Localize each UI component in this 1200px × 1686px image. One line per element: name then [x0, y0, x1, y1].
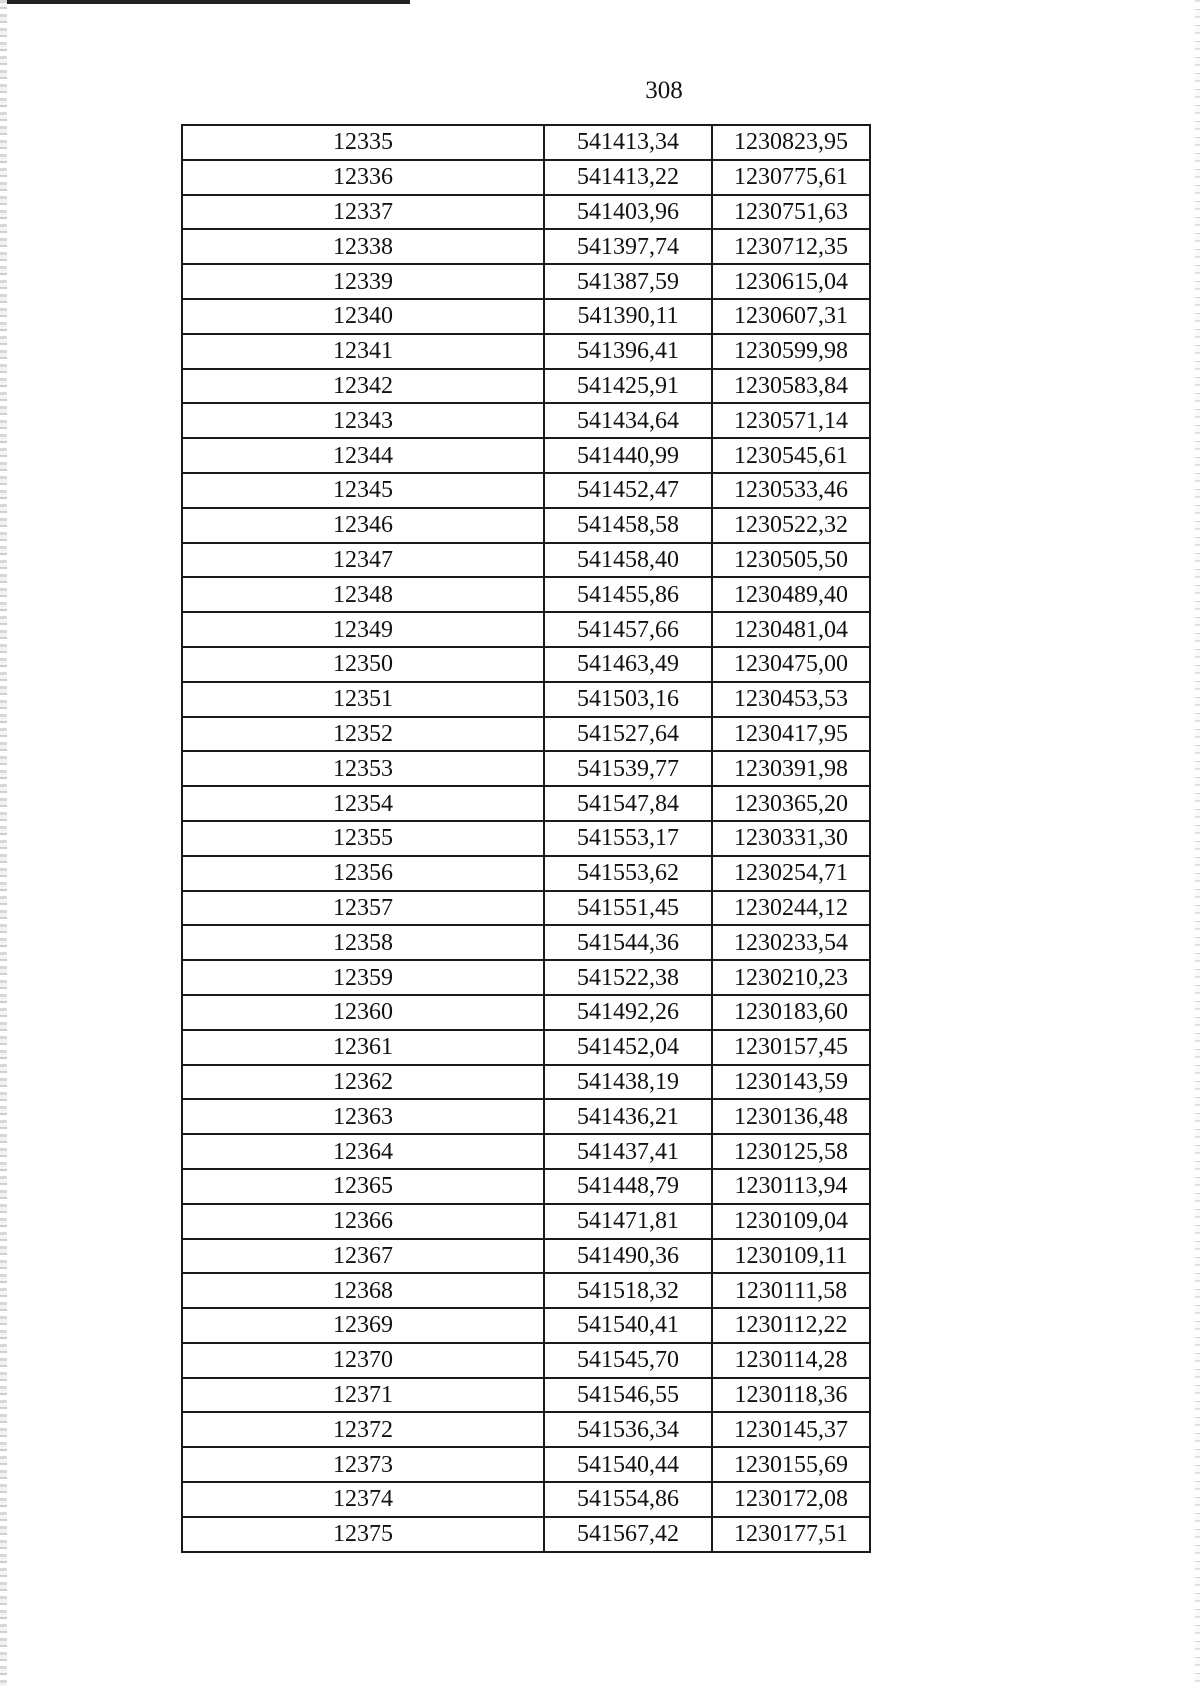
- x-coordinate-cell: 541492,26: [544, 995, 712, 1030]
- x-coordinate-cell: 541457,66: [544, 612, 712, 647]
- table-row: [182, 682, 870, 717]
- x-coordinate-cell: 541471,81: [544, 1204, 712, 1239]
- y-coordinate-cell: 1230391,98: [712, 751, 870, 786]
- table-row: [182, 577, 870, 612]
- point-number-cell: 12367: [182, 1239, 544, 1274]
- x-coordinate-cell: 541540,44: [544, 1447, 712, 1482]
- y-coordinate-cell: 1230712,35: [712, 229, 870, 264]
- y-coordinate-cell: 1230522,32: [712, 508, 870, 543]
- x-coordinate-cell: 541425,91: [544, 369, 712, 404]
- point-number-cell: 12363: [182, 1099, 544, 1134]
- y-coordinate-cell: 1230113,94: [712, 1169, 870, 1204]
- x-coordinate-cell: 541463,49: [544, 647, 712, 682]
- table-row: [182, 1169, 870, 1204]
- x-coordinate-cell: 541455,86: [544, 577, 712, 612]
- table-row: [182, 1065, 870, 1100]
- point-number-cell: 12346: [182, 508, 544, 543]
- x-coordinate-cell: 541458,40: [544, 543, 712, 578]
- x-coordinate-cell: 541553,17: [544, 821, 712, 856]
- x-coordinate-cell: 541387,59: [544, 264, 712, 299]
- x-coordinate-cell: 541440,99: [544, 438, 712, 473]
- table-row: [182, 1030, 870, 1065]
- point-number-cell: 12360: [182, 995, 544, 1030]
- y-coordinate-cell: 1230157,45: [712, 1030, 870, 1065]
- table-row: [182, 264, 870, 299]
- point-number-cell: 12339: [182, 264, 544, 299]
- x-coordinate-cell: 541522,38: [544, 960, 712, 995]
- y-coordinate-cell: 1230475,00: [712, 647, 870, 682]
- y-coordinate-cell: 1230571,14: [712, 403, 870, 438]
- table-row: [182, 1482, 870, 1517]
- y-coordinate-cell: 1230210,23: [712, 960, 870, 995]
- point-number-cell: 12335: [182, 125, 544, 160]
- y-coordinate-cell: 1230155,69: [712, 1447, 870, 1482]
- y-coordinate-cell: 1230125,58: [712, 1134, 870, 1169]
- x-coordinate-cell: 541545,70: [544, 1343, 712, 1378]
- x-coordinate-cell: 541448,79: [544, 1169, 712, 1204]
- point-number-cell: 12369: [182, 1308, 544, 1343]
- point-number-cell: 12370: [182, 1343, 544, 1378]
- y-coordinate-cell: 1230183,60: [712, 995, 870, 1030]
- y-coordinate-cell: 1230109,11: [712, 1239, 870, 1274]
- table-row: [182, 647, 870, 682]
- x-coordinate-cell: 541553,62: [544, 856, 712, 891]
- x-coordinate-cell: 541554,86: [544, 1482, 712, 1517]
- point-number-cell: 12362: [182, 1065, 544, 1100]
- table-row: [182, 1343, 870, 1378]
- x-coordinate-cell: 541452,04: [544, 1030, 712, 1065]
- y-coordinate-cell: 1230244,12: [712, 891, 870, 926]
- x-coordinate-cell: 541396,41: [544, 334, 712, 369]
- table-row: [182, 195, 870, 230]
- y-coordinate-cell: 1230365,20: [712, 786, 870, 821]
- point-number-cell: 12373: [182, 1447, 544, 1482]
- point-number-cell: 12358: [182, 925, 544, 960]
- y-coordinate-cell: 1230489,40: [712, 577, 870, 612]
- point-number-cell: 12345: [182, 473, 544, 508]
- point-number-cell: 12357: [182, 891, 544, 926]
- point-number-cell: 12340: [182, 299, 544, 334]
- y-coordinate-cell: 1230143,59: [712, 1065, 870, 1100]
- x-coordinate-cell: 541458,58: [544, 508, 712, 543]
- y-coordinate-cell: 1230607,31: [712, 299, 870, 334]
- table-row: [182, 299, 870, 334]
- y-coordinate-cell: 1230453,53: [712, 682, 870, 717]
- x-coordinate-cell: 541518,32: [544, 1273, 712, 1308]
- x-coordinate-cell: 541413,22: [544, 160, 712, 195]
- table-row: [182, 1273, 870, 1308]
- table-row: [182, 1378, 870, 1413]
- table-row: [182, 1099, 870, 1134]
- x-coordinate-cell: 541567,42: [544, 1517, 712, 1552]
- y-coordinate-cell: 1230118,36: [712, 1378, 870, 1413]
- point-number-cell: 12351: [182, 682, 544, 717]
- y-coordinate-cell: 1230112,22: [712, 1308, 870, 1343]
- table-row: [182, 925, 870, 960]
- table-row: [182, 821, 870, 856]
- table-row: [182, 612, 870, 647]
- table-row: [182, 891, 870, 926]
- coordinates-table: [181, 124, 871, 1553]
- table-row: [182, 1308, 870, 1343]
- table-row: [182, 960, 870, 995]
- scan-edge-right: [1195, 0, 1200, 1686]
- point-number-cell: 12350: [182, 647, 544, 682]
- point-number-cell: 12347: [182, 543, 544, 578]
- point-number-cell: 12342: [182, 369, 544, 404]
- table-row: [182, 786, 870, 821]
- y-coordinate-cell: 1230505,50: [712, 543, 870, 578]
- point-number-cell: 12352: [182, 717, 544, 752]
- table-row: [182, 160, 870, 195]
- point-number-cell: 12374: [182, 1482, 544, 1517]
- page-number: 308: [645, 77, 683, 104]
- table-row: [182, 229, 870, 264]
- point-number-cell: 12354: [182, 786, 544, 821]
- x-coordinate-cell: 541437,41: [544, 1134, 712, 1169]
- table-row: [182, 438, 870, 473]
- y-coordinate-cell: 1230145,37: [712, 1412, 870, 1447]
- y-coordinate-cell: 1230823,95: [712, 125, 870, 160]
- point-number-cell: 12343: [182, 403, 544, 438]
- point-number-cell: 12368: [182, 1273, 544, 1308]
- y-coordinate-cell: 1230481,04: [712, 612, 870, 647]
- y-coordinate-cell: 1230111,58: [712, 1273, 870, 1308]
- y-coordinate-cell: 1230599,98: [712, 334, 870, 369]
- point-number-cell: 12341: [182, 334, 544, 369]
- table-body: [182, 125, 870, 1552]
- point-number-cell: 12371: [182, 1378, 544, 1413]
- point-number-cell: 12353: [182, 751, 544, 786]
- table-row: [182, 334, 870, 369]
- point-number-cell: 12336: [182, 160, 544, 195]
- x-coordinate-cell: 541436,21: [544, 1099, 712, 1134]
- table-row: [182, 1517, 870, 1552]
- x-coordinate-cell: 541544,36: [544, 925, 712, 960]
- y-coordinate-cell: 1230583,84: [712, 369, 870, 404]
- point-number-cell: 12361: [182, 1030, 544, 1065]
- x-coordinate-cell: 541452,47: [544, 473, 712, 508]
- table-row: [182, 125, 870, 160]
- x-coordinate-cell: 541539,77: [544, 751, 712, 786]
- x-coordinate-cell: 541438,19: [544, 1065, 712, 1100]
- y-coordinate-cell: 1230533,46: [712, 473, 870, 508]
- x-coordinate-cell: 541551,45: [544, 891, 712, 926]
- x-coordinate-cell: 541434,64: [544, 403, 712, 438]
- point-number-cell: 12356: [182, 856, 544, 891]
- x-coordinate-cell: 541540,41: [544, 1308, 712, 1343]
- y-coordinate-cell: 1230417,95: [712, 717, 870, 752]
- x-coordinate-cell: 541527,64: [544, 717, 712, 752]
- y-coordinate-cell: 1230331,30: [712, 821, 870, 856]
- point-number-cell: 12366: [182, 1204, 544, 1239]
- table-row: [182, 1447, 870, 1482]
- point-number-cell: 12372: [182, 1412, 544, 1447]
- table-row: [182, 1134, 870, 1169]
- y-coordinate-cell: 1230109,04: [712, 1204, 870, 1239]
- table-row: [182, 1204, 870, 1239]
- table-row: [182, 995, 870, 1030]
- x-coordinate-cell: 541547,84: [544, 786, 712, 821]
- table-row: [182, 751, 870, 786]
- point-number-cell: 12338: [182, 229, 544, 264]
- x-coordinate-cell: 541490,36: [544, 1239, 712, 1274]
- y-coordinate-cell: 1230172,08: [712, 1482, 870, 1517]
- point-number-cell: 12348: [182, 577, 544, 612]
- x-coordinate-cell: 541536,34: [544, 1412, 712, 1447]
- y-coordinate-cell: 1230775,61: [712, 160, 870, 195]
- table-row: [182, 543, 870, 578]
- point-number-cell: 12355: [182, 821, 544, 856]
- y-coordinate-cell: 1230177,51: [712, 1517, 870, 1552]
- table-row: [182, 1412, 870, 1447]
- table-row: [182, 856, 870, 891]
- point-number-cell: 12364: [182, 1134, 544, 1169]
- table-row: [182, 1239, 870, 1274]
- y-coordinate-cell: 1230233,54: [712, 925, 870, 960]
- table-row: [182, 403, 870, 438]
- y-coordinate-cell: 1230254,71: [712, 856, 870, 891]
- scan-edge-bar: [0, 0, 410, 4]
- x-coordinate-cell: 541413,34: [544, 125, 712, 160]
- x-coordinate-cell: 541397,74: [544, 229, 712, 264]
- x-coordinate-cell: 541503,16: [544, 682, 712, 717]
- table-row: [182, 508, 870, 543]
- point-number-cell: 12349: [182, 612, 544, 647]
- table-row: [182, 473, 870, 508]
- y-coordinate-cell: 1230751,63: [712, 195, 870, 230]
- y-coordinate-cell: 1230114,28: [712, 1343, 870, 1378]
- point-number-cell: 12375: [182, 1517, 544, 1552]
- y-coordinate-cell: 1230615,04: [712, 264, 870, 299]
- table-row: [182, 717, 870, 752]
- y-coordinate-cell: 1230545,61: [712, 438, 870, 473]
- x-coordinate-cell: 541403,96: [544, 195, 712, 230]
- y-coordinate-cell: 1230136,48: [712, 1099, 870, 1134]
- x-coordinate-cell: 541546,55: [544, 1378, 712, 1413]
- point-number-cell: 12344: [182, 438, 544, 473]
- table-row: [182, 369, 870, 404]
- scan-edge-left: [0, 0, 7, 1686]
- point-number-cell: 12359: [182, 960, 544, 995]
- point-number-cell: 12365: [182, 1169, 544, 1204]
- x-coordinate-cell: 541390,11: [544, 299, 712, 334]
- point-number-cell: 12337: [182, 195, 544, 230]
